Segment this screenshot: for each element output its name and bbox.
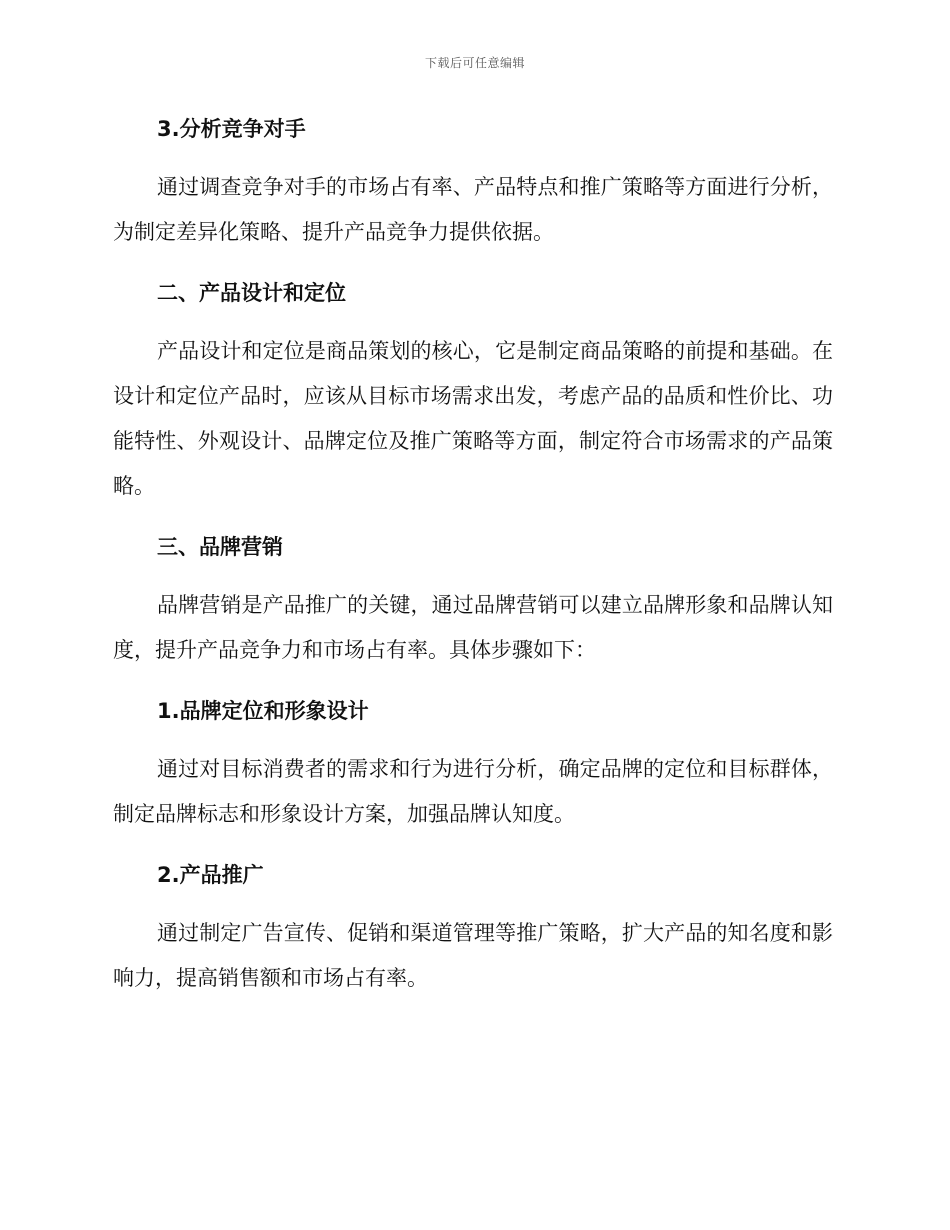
page-header-note: 下载后可任意编辑: [424, 56, 525, 70]
section-heading-brand-marketing: 三、品牌营销: [157, 535, 283, 559]
section-heading-brand-positioning: 1.品牌定位和形象设计: [157, 699, 369, 723]
section-paragraph-brand-marketing: 品牌营销是产品推广的关键，通过品牌营销可以建立品牌形象和品牌认知度，提升产品竞争力和市场占有率。具体步骤如下：: [113, 593, 833, 662]
section-paragraph-product-promotion: 通过制定广告宣传、促销和渠道管理等推广策略，扩大产品的知名度和影响力，提高销售额和市场占有率。: [113, 921, 833, 990]
section-heading-product-design: 二、产品设计和定位: [157, 281, 346, 305]
section-paragraph-analyze-competitors: 通过调查竞争对手的市场占有率、产品特点和推广策略等方面进行分析，为制定差异化策略、提升产品竞争力提供依据。: [113, 175, 833, 244]
section-heading-analyze-competitors: 3.分析竞争对手: [157, 117, 306, 141]
section-paragraph-product-design: 产品设计和定位是商品策划的核心，它是制定商品策略的前提和基础。在设计和定位产品时，应该从目标市场需求出发，考虑产品的品质和性价比、功能特性、外观设计、品牌定位及推广策略等方面，制定符合市场需求的产品策略。: [113, 339, 833, 498]
section-heading-product-promotion: 2.产品推广: [157, 863, 264, 887]
document-body: [113, 107, 833, 1001]
section-paragraph-brand-positioning: 通过对目标消费者的需求和行为进行分析，确定品牌的定位和目标群体，制定品牌标志和形象设计方案，加强品牌认知度。: [113, 757, 833, 826]
